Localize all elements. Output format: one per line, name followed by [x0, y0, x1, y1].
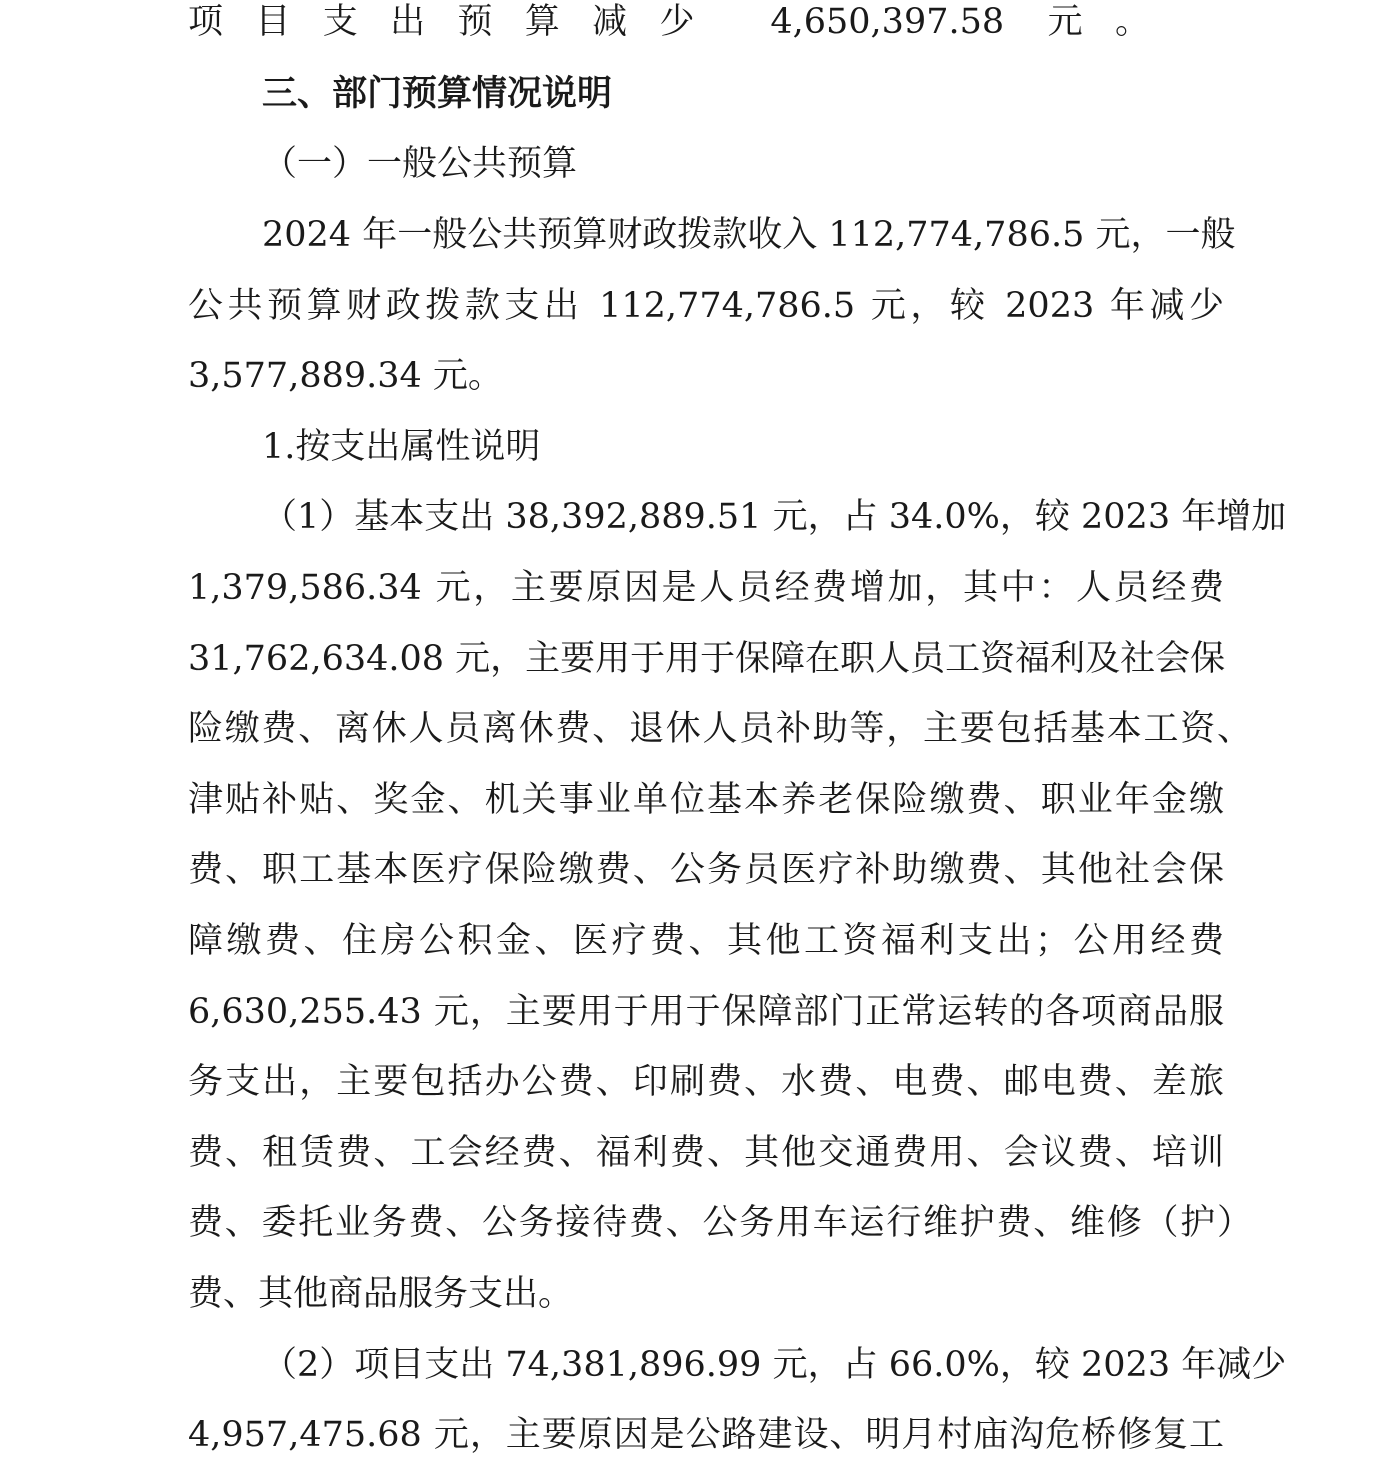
- paragraph-line-20: （2）项目支出 74,381,896.99 元，占 66.0%，较 2023 年减少: [262, 1345, 1287, 1385]
- paragraph-line-16: 务支出，主要包括办公费、印刷费、水费、电费、邮电费、差旅: [188, 1062, 1224, 1102]
- paragraph-line-18: 费、委托业务费、公务接待费、公务用车运行维护费、维修（护）: [188, 1203, 1252, 1243]
- paragraph-line-4: 2024 年一般公共预算财政拨款收入 112,774,786.5 元，一般: [262, 215, 1236, 255]
- item-heading: 1.按支出属性说明: [262, 427, 541, 467]
- paragraph-line-21: 4,957,475.68 元，主要原因是公路建设、明月村庙沟危桥修复工: [188, 1415, 1224, 1455]
- paragraph-line-12: 津贴补贴、奖金、机关事业单位基本养老保险缴费、职业年金缴: [188, 780, 1224, 820]
- paragraph-line-1: 项目支出预算减少 4,650,397.58 元。: [188, 2, 1150, 42]
- paragraph-line-17: 费、租赁费、工会经费、福利费、其他交通费用、会议费、培训: [188, 1133, 1224, 1173]
- paragraph-line-19: 费、其他商品服务支出。: [188, 1274, 574, 1314]
- paragraph-line-8: （1）基本支出 38,392,889.51 元，占 34.0%，较 2023 年增加: [262, 497, 1287, 537]
- paragraph-line-14: 障缴费、住房公积金、医疗费、其他工资福利支出；公用经费: [188, 921, 1224, 961]
- paragraph-line-5: 公共预算财政拨款支出 112,774,786.5 元，较 2023 年减少: [188, 286, 1224, 326]
- paragraph-line-10: 31,762,634.08 元，主要用于用于保障在职人员工资福利及社会保: [188, 639, 1226, 679]
- paragraph-line-13: 费、职工基本医疗保险缴费、公务员医疗补助缴费、其他社会保: [188, 850, 1224, 890]
- paragraph-line-9: 1,379,586.34 元，主要原因是人员经费增加，其中：人员经费: [188, 568, 1224, 608]
- section-heading: 三、部门预算情况说明: [262, 74, 613, 114]
- subsection-heading: （一）一般公共预算: [262, 144, 578, 184]
- paragraph-line-11: 险缴费、离休人员离休费、退休人员补助等，主要包括基本工资、: [188, 709, 1252, 749]
- paragraph-line-15: 6,630,255.43 元，主要用于用于保障部门正常运转的各项商品服: [188, 992, 1224, 1032]
- paragraph-line-6: 3,577,889.34 元。: [188, 356, 503, 396]
